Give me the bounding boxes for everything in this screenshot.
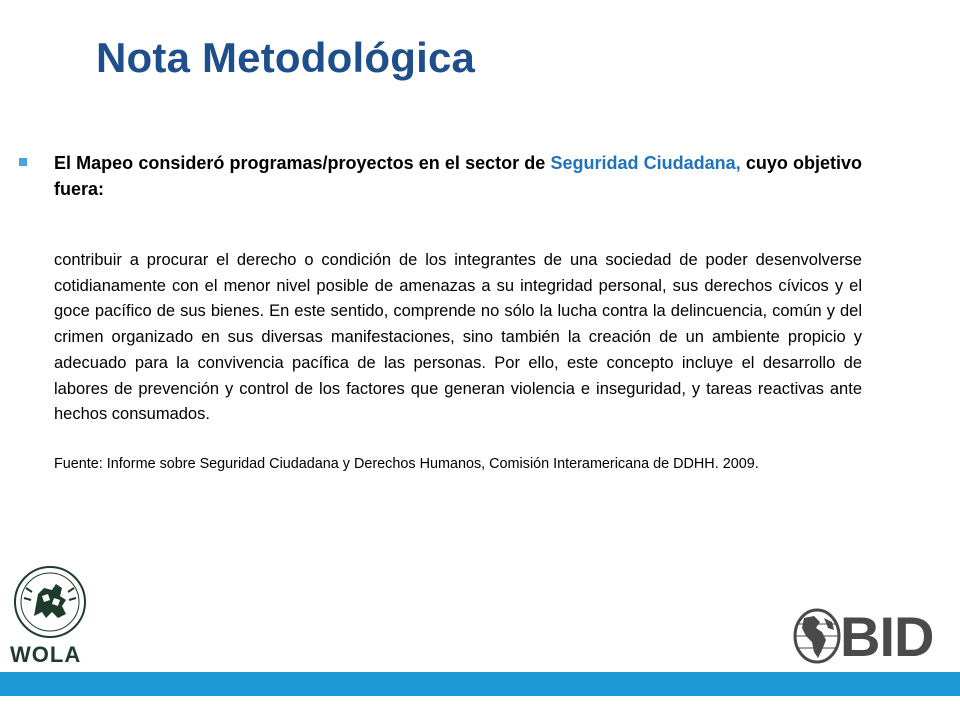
footer-bar: [0, 672, 960, 696]
slide-content: [54, 150, 862, 475]
globe-icon: [792, 608, 842, 664]
definition-paragraph: contribuir a procurar el derecho o condición de los integrantes de una sociedad de poder desenvolverse cotidianamente con el menor nivel posible de amenazas a su integridad personal, sus derechos cívicos y el goce pacífico de sus bienes. En este sentido, comprende no sólo la lucha contra la delincuencia, común y del crimen organizado en sus diversas manifestaciones, sino también la creación de un ambiente propicio y adecuado para la convivencia pacífica de las personas. Por ello, este concepto incluye el desarrollo de labores de prevención y control de los factores que generan violencia e inseguridad, y tareas reactivas ante hechos consumados.: [54, 251, 862, 424]
bullet-highlight-text: Seguridad Ciudadana,: [550, 153, 741, 173]
bullet-item: [54, 150, 862, 202]
wola-emblem-icon: [12, 564, 88, 640]
bid-logo: [790, 606, 938, 666]
wola-logo-text: WOLA: [10, 642, 82, 667]
bullet-tail-text: cuyo objetivo fuera:: [54, 153, 862, 199]
source-citation: Fuente: Informe sobre Seguridad Ciudadana y Derechos Humanos, Comisión Interamericana de DDHH. 2009.: [54, 455, 759, 472]
wola-logo: [8, 562, 92, 674]
square-bullet-icon: [19, 158, 27, 166]
bid-logo-text: BID: [840, 605, 934, 668]
slide-title: Nota Metodológica: [96, 34, 476, 81]
bullet-lead-text: El Mapeo consideró programas/proyectos en el sector de: [54, 153, 551, 173]
